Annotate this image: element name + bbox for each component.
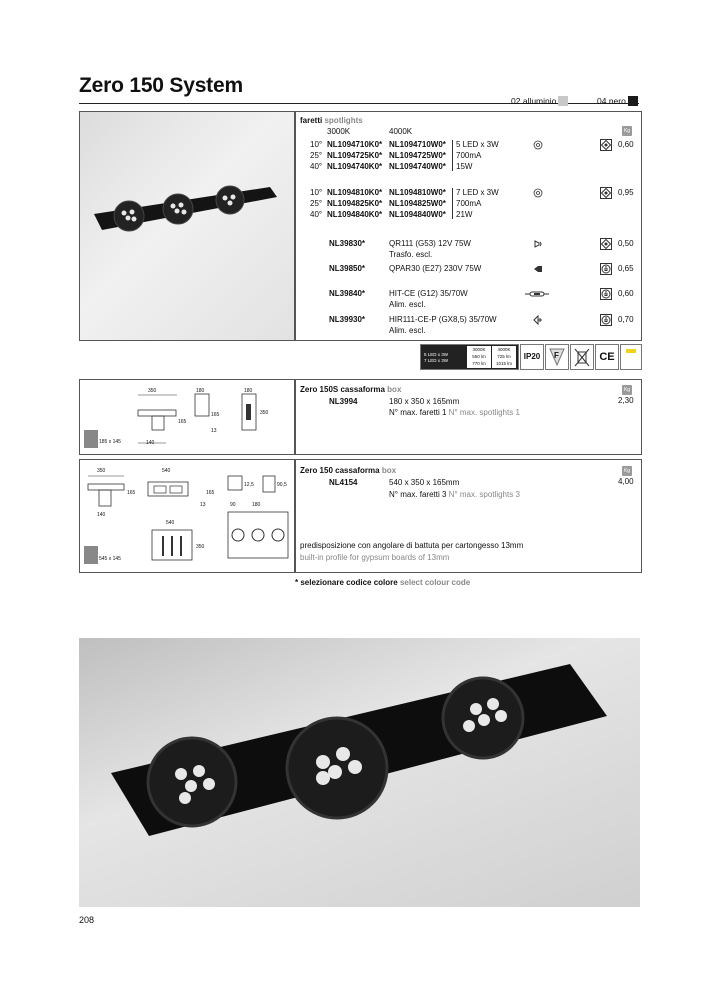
spotlights-table xyxy=(295,111,642,341)
code-4000k: NL1094825W0* xyxy=(389,199,446,208)
box-dims: 540 x 350 x 165mm xyxy=(389,478,460,487)
max-spotlights xyxy=(389,407,520,418)
recessed-mount-icon xyxy=(600,139,612,151)
recessed-mount-icon xyxy=(600,238,612,250)
spotlights-heading xyxy=(300,115,363,126)
box-nl4154-drawing xyxy=(79,459,295,573)
heading-it: faretti xyxy=(300,116,323,125)
kg-icon: Kg xyxy=(623,468,631,474)
lumen-col-4000k xyxy=(492,346,516,368)
code-3000k: NL1094840K0* xyxy=(327,210,383,219)
weight: 0,60 xyxy=(618,140,634,149)
max-en: N° max. spotlights 3 xyxy=(448,490,520,499)
led-config-labels xyxy=(424,352,448,364)
gypsum-note-en: built-in profile for gypsum boards of 13mm xyxy=(300,553,450,562)
color-code-black xyxy=(597,96,638,106)
angle: 25° xyxy=(310,199,323,208)
lamp-code: NL39930* xyxy=(329,315,366,324)
warning-badge xyxy=(620,344,642,370)
led-gear-icon xyxy=(532,187,544,199)
col-header: 4000K xyxy=(497,347,511,352)
halogen-lamp-icon xyxy=(532,238,544,250)
ground-class-icon xyxy=(600,288,612,300)
weight: 4,00 xyxy=(618,477,634,486)
dim-12-5: 12,5 xyxy=(244,482,254,488)
warning-icon xyxy=(621,345,641,369)
box-code: NL4154 xyxy=(329,478,358,487)
ip20-badge: IP20 xyxy=(520,344,544,370)
lamp-code: NL39840* xyxy=(329,289,366,298)
box-code: NL3994 xyxy=(329,397,358,406)
color-swatch-icon xyxy=(558,96,568,106)
code-4000k: NL1094725W0* xyxy=(389,151,446,160)
footnote xyxy=(295,577,470,588)
large-product-photo xyxy=(79,638,640,907)
cutout-size: 545 x 145 xyxy=(99,556,121,562)
box-nl3994-info xyxy=(295,379,642,455)
spec: 15W xyxy=(456,162,473,171)
heading-en: box xyxy=(387,385,402,394)
angle: 25° xyxy=(310,151,323,160)
angle: 10° xyxy=(310,188,323,197)
heading-en: spotlights xyxy=(324,116,363,125)
lumen-value: 725 lm xyxy=(497,354,511,359)
code-4000k: NL1094840W0* xyxy=(389,210,446,219)
par-lamp-icon xyxy=(532,263,544,275)
footnote-en: select colour code xyxy=(399,578,471,587)
lamp-desc: QPAR30 (E27) 230V 75W xyxy=(389,264,482,273)
ground-class-icon xyxy=(600,314,612,326)
weight: 2,30 xyxy=(618,396,634,405)
dim-165: 165 xyxy=(178,419,187,425)
code-3000k: NL1094710K0* xyxy=(327,140,383,149)
box-nl3994-drawing xyxy=(79,379,295,455)
spec: 700mA xyxy=(456,199,482,208)
heading-it: Zero 150 cassaforma xyxy=(300,466,380,475)
dim-13: 13 xyxy=(200,502,206,508)
dim-140: 140 xyxy=(146,440,155,446)
dim-180: 180 xyxy=(252,502,261,508)
dim-540b: 540 xyxy=(166,520,175,526)
weight: 0,60 xyxy=(618,289,634,298)
page-number: 208 xyxy=(79,915,95,925)
angle: 10° xyxy=(310,140,323,149)
dim-90: 90 xyxy=(230,502,236,508)
divider xyxy=(452,188,453,219)
gypsum-note-it: predisposizione con angolare di battuta per cartongesso 13mm xyxy=(300,541,524,550)
weee-bin-icon xyxy=(571,345,593,369)
spotlight-fixture-illustration xyxy=(80,112,294,340)
page-title: Zero 150 System xyxy=(79,74,243,97)
angle: 40° xyxy=(310,162,323,171)
code-3000k: NL1094725K0* xyxy=(327,151,383,160)
lamp-note: Alim. escl. xyxy=(389,326,426,335)
heading-it: Zero 150S cassaforma xyxy=(300,385,385,394)
dim-165: 165 xyxy=(127,490,136,496)
dim-140: 140 xyxy=(97,512,106,518)
spec: 700mA xyxy=(456,151,482,160)
dim-540: 540 xyxy=(162,468,171,474)
heading-en: box xyxy=(381,466,397,475)
spec: 7 LED x 3W xyxy=(456,188,499,197)
color-code-label: 02 alluminio xyxy=(511,96,557,106)
kg-icon: Kg xyxy=(623,387,631,393)
dim-165: 165 xyxy=(211,412,220,418)
spec: 21W xyxy=(456,210,473,219)
lumen-value: 550 lm xyxy=(472,354,486,359)
cutout-size: 185 x 145 xyxy=(99,439,121,445)
lamp-desc: HIT-CE (G12) 35/70W xyxy=(389,289,468,298)
ground-class-icon xyxy=(600,263,612,275)
box-heading xyxy=(300,465,396,476)
color-code-label: 04 nero xyxy=(597,96,626,106)
lamp-note: Trasfo. escl. xyxy=(389,250,433,259)
recessed-mount-icon xyxy=(600,187,612,199)
led-row: 5 LED x 3W xyxy=(424,352,449,357)
spec: 5 LED x 3W xyxy=(456,140,499,149)
max-spotlights xyxy=(389,489,520,500)
spotlight-fixture-illustration xyxy=(79,638,640,907)
lumen-value: 1015 lm xyxy=(495,361,512,366)
dim-90-5: 90,5 xyxy=(277,482,287,488)
box-nl4154-info xyxy=(295,459,642,573)
box-heading xyxy=(300,384,401,395)
code-3000k: NL1094825K0* xyxy=(327,199,383,208)
color-swatch-icon xyxy=(628,96,638,106)
col-header: 3000K xyxy=(472,347,486,352)
max-it: N° max. faretti 3 xyxy=(389,490,447,499)
product-photo xyxy=(80,112,294,340)
led-gear-icon xyxy=(532,139,544,151)
box-dims: 180 x 350 x 165mm xyxy=(389,397,460,406)
lumen-value: 770 lm xyxy=(472,361,486,366)
dim-165b: 165 xyxy=(206,490,215,496)
weight: 0,65 xyxy=(618,264,634,273)
weight: 0,95 xyxy=(618,188,634,197)
code-3000k: NL1094740K0* xyxy=(327,162,383,171)
code-3000k: NL1094810K0* xyxy=(327,188,383,197)
reflector-lamp-icon xyxy=(532,314,544,326)
footnote-it: * selezionare codice colore xyxy=(295,578,398,587)
divider xyxy=(452,140,453,171)
led-row: 7 LED x 3W xyxy=(424,358,449,363)
dim-350-vertical: 350 xyxy=(196,544,205,550)
lamp-note: Alim. escl. xyxy=(389,300,426,309)
lamp-code: NL39850* xyxy=(329,264,366,273)
ce-badge: CE xyxy=(595,344,619,370)
dim-350: 350 xyxy=(148,388,157,394)
code-4000k: NL1094740W0* xyxy=(389,162,446,171)
code-4000k: NL1094710W0* xyxy=(389,140,446,149)
col-header-3000k: 3000K xyxy=(327,127,351,136)
kg-icon: Kg xyxy=(623,128,631,134)
col-header-4000k: 4000K xyxy=(389,127,413,136)
lamp-desc: QR111 (G53) 12V 75W xyxy=(389,239,471,248)
f-mark-badge xyxy=(545,344,569,370)
max-en: N° max. spotlights 1 xyxy=(448,408,520,417)
lamp-code: NL39830* xyxy=(329,239,366,248)
weight: 0,70 xyxy=(618,315,634,324)
metal-halide-lamp-icon xyxy=(524,290,550,298)
weight: 0,50 xyxy=(618,239,634,248)
code-4000k: NL1094810W0* xyxy=(389,188,446,197)
lamp-desc: HIR111-CE-P (GX8,5) 35/70W xyxy=(389,315,497,324)
dim-180: 180 xyxy=(196,388,205,394)
weee-badge xyxy=(570,344,594,370)
dim-350-vertical: 350 xyxy=(260,410,269,416)
dim-180: 180 xyxy=(244,388,253,394)
color-code-aluminium xyxy=(511,96,568,106)
lumen-badge xyxy=(420,344,519,370)
dim-13: 13 xyxy=(211,428,217,434)
max-it: N° max. faretti 1 xyxy=(389,408,447,417)
angle: 40° xyxy=(310,210,323,219)
product-photo-frame xyxy=(79,111,295,341)
lumen-col-3000k xyxy=(467,346,491,368)
f-mark-label: F xyxy=(554,351,559,360)
dim-350: 350 xyxy=(97,468,106,474)
